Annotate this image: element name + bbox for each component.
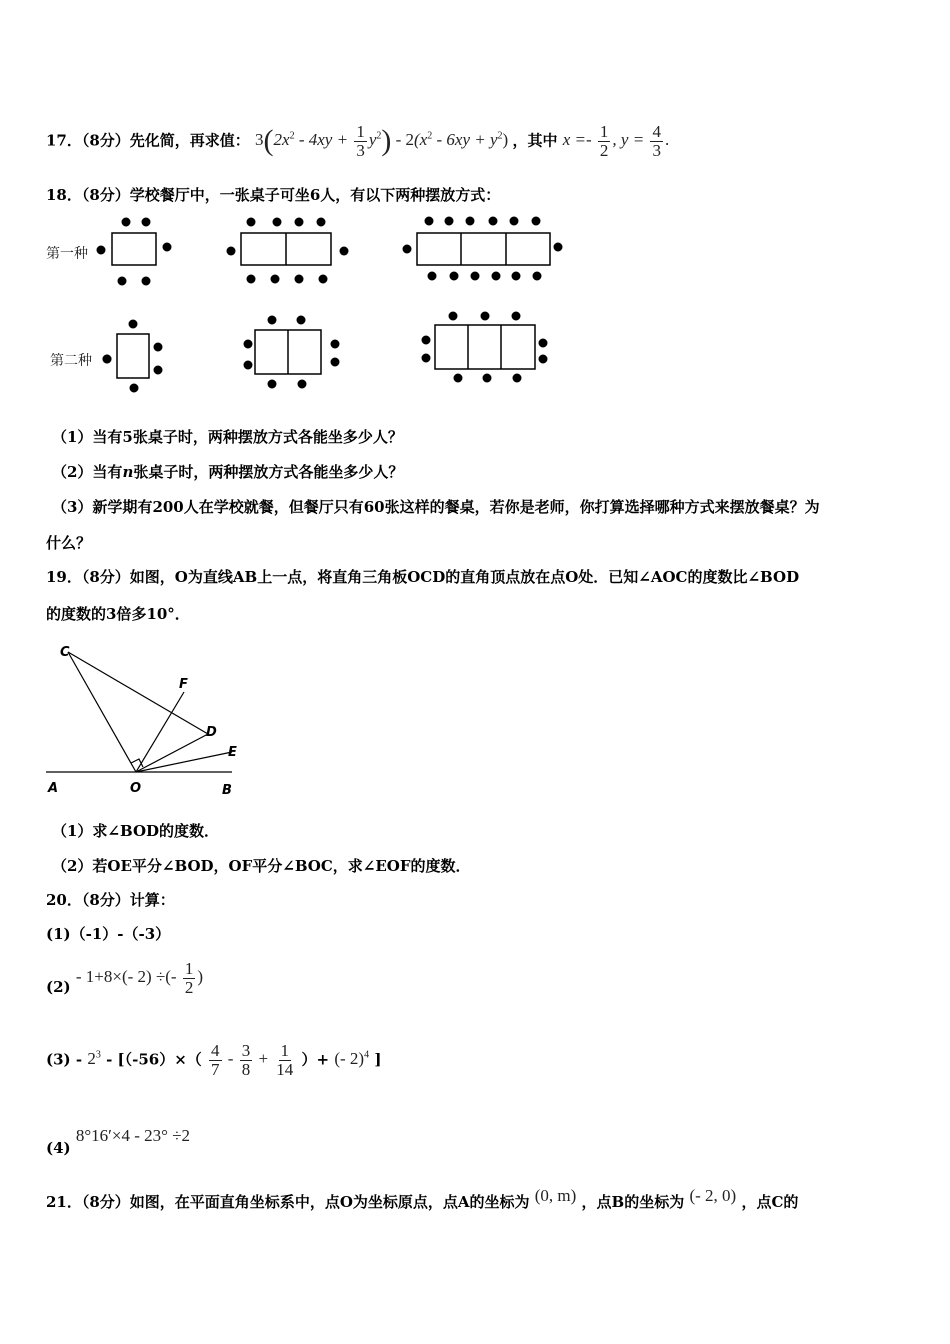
point-a-label: A: [48, 781, 59, 796]
seat: [154, 343, 162, 351]
q19-line1: 19．（8分）如图，O为直线AB上一点，将直角三角板OCD的直角顶点放在点O处．已知∠AOC的度数比∠BOD: [46, 568, 800, 586]
seat: [422, 336, 430, 344]
seat: [273, 218, 281, 226]
seat: [154, 366, 162, 374]
point-o-label: O: [130, 781, 142, 796]
arrangement-1-label: 第一种: [46, 246, 88, 262]
point-b-label: B: [222, 783, 232, 798]
seat: [331, 340, 339, 348]
seat: [130, 384, 138, 392]
arrangement-2-label: 第二种: [50, 353, 92, 369]
seat: [533, 272, 541, 280]
seat: [268, 380, 276, 388]
seat: [481, 312, 489, 320]
q19-line2: 的度数的3倍多10°．: [46, 605, 190, 623]
q17-expression: $3(2x^2 - 4xy$ + $\frac{1}{3}$ $y^2) - 2(x^2 - 6xy + y^2)$: [255, 122, 509, 160]
point-e-label: E: [228, 745, 237, 760]
seat: [445, 217, 453, 225]
point-d-label: D: [206, 725, 217, 740]
seat: [489, 217, 497, 225]
seat: [403, 245, 411, 253]
seat: [532, 217, 540, 225]
seat: [466, 217, 474, 225]
table-arrangement-figure: [0, 0, 950, 420]
seat: [247, 275, 255, 283]
seat: [97, 246, 105, 254]
seat: [512, 312, 520, 320]
seat: [103, 355, 111, 363]
seat: [142, 218, 150, 226]
angle-figure: [0, 630, 300, 810]
seat: [492, 272, 500, 280]
segment-cd: [68, 652, 208, 734]
q21-line1: 21．（8分）如图，在平面直角坐标系中，点O为坐标原点，点A的坐标为 (0, m) ，点B的坐标为 (- 2, 0) ，点C的: [46, 1186, 799, 1211]
q20-part3: $(3) - 2^3 - [(-56)\times$（ $\frac{4}{7}$ - $\frac{3}{8}$ + $\frac{1}{14}$ ）+ (- 2)$^4$ ]: [46, 1041, 382, 1079]
point-f-label: F: [179, 677, 188, 692]
q20-part1: (1)（-1）-（-3）: [46, 925, 171, 943]
seat: [271, 275, 279, 283]
q19-part1: （1）求∠BOD的度数．: [52, 822, 220, 840]
q20-part4: (4) 8°16′×4 - 23° ÷2: [46, 1126, 191, 1157]
seat: [554, 243, 562, 251]
seat: [319, 275, 327, 283]
seat: [428, 272, 436, 280]
table: [435, 325, 535, 369]
seat: [483, 374, 491, 382]
seat: [295, 275, 303, 283]
seat: [247, 218, 255, 226]
q19-part2: （2）若OE平分∠BOD，OF平分∠BOC，求∠EOF的度数．: [52, 857, 471, 875]
seat: [449, 312, 457, 320]
q18-part3-line1: （3）新学期有200人在学校就餐，但餐厅只有60张这样的餐桌，若你是老师，你打算选择哪种方式来摆放餐桌？为: [52, 498, 820, 516]
seat: [118, 277, 126, 285]
seat: [539, 355, 547, 363]
q18-part1: （1）当有5张桌子时，两种摆放方式各能坐多少人？: [52, 428, 403, 446]
q17-where: ，其中: [512, 131, 558, 150]
ray-oe: [136, 752, 232, 772]
q18-part3-line2: 什么？: [46, 534, 92, 552]
seat: [454, 374, 462, 382]
q18-part2: （2）当有n张桌子时，两种摆放方式各能坐多少人？: [52, 463, 404, 481]
seat: [331, 358, 339, 366]
seat: [268, 316, 276, 324]
seat: [297, 316, 305, 324]
seat: [422, 354, 430, 362]
table: [417, 233, 550, 265]
seat: [539, 339, 547, 347]
segment-oc: [68, 652, 136, 772]
seat: [122, 218, 130, 226]
seat: [244, 361, 252, 369]
q20-part2: (2) - 1+8×(- 2) ÷(- $\frac{1}{2}$ ): [46, 959, 204, 997]
seat: [129, 320, 137, 328]
seat: [510, 217, 518, 225]
table: [112, 233, 156, 265]
point-c-label: C: [60, 645, 70, 660]
seat: [425, 217, 433, 225]
seat: [298, 380, 306, 388]
seat: [227, 247, 235, 255]
seat: [513, 374, 521, 382]
seat: [340, 247, 348, 255]
seat: [142, 277, 150, 285]
seat: [450, 272, 458, 280]
q17-lead: 17．（8分）先化简，再求值：: [46, 131, 250, 150]
seat: [317, 218, 325, 226]
table: [117, 334, 149, 378]
seat: [163, 243, 171, 251]
q20-lead: 20．（8分）计算：: [46, 891, 175, 909]
seat: [471, 272, 479, 280]
seat: [295, 218, 303, 226]
q18-lead: 18．（8分）学校餐厅中，一张桌子可坐6人，有以下两种摆放方式：: [46, 186, 501, 204]
q17-values: x =- $\frac{1}{2}$ , y = $\frac{4}{3}$ .: [562, 122, 670, 160]
seat: [512, 272, 520, 280]
seat: [244, 340, 252, 348]
